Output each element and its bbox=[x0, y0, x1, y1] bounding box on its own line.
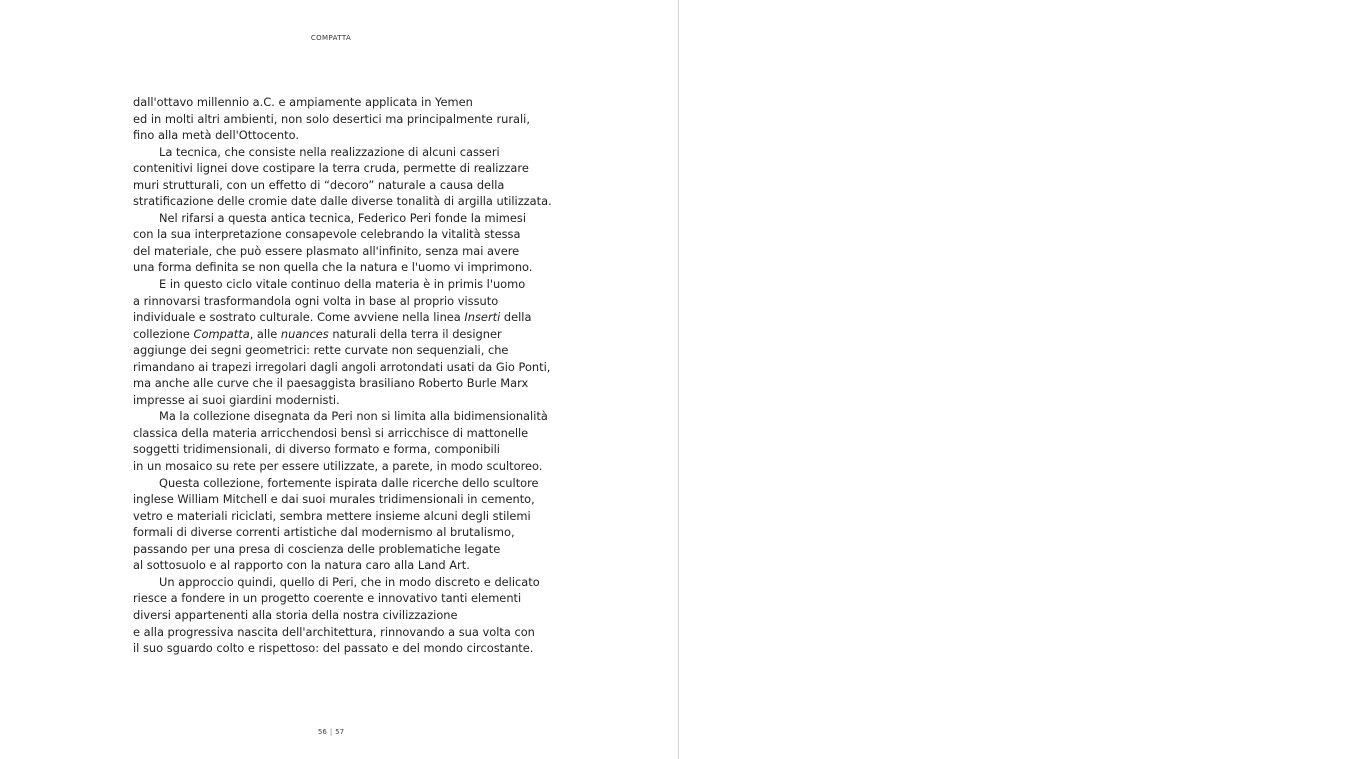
text-line bbox=[133, 127, 553, 144]
text-line bbox=[133, 508, 553, 525]
text-segment: riesce a fondere in un progetto coerente e innovativo tanti elementi bbox=[133, 591, 522, 606]
text-segment: stratificazione delle cromie date dalle diverse tonalità di argilla utilizzata. bbox=[133, 194, 552, 209]
text-line bbox=[133, 557, 553, 574]
text-line bbox=[133, 259, 553, 276]
text-segment: al sottosuolo e al rapporto con la natura caro alla Land Art. bbox=[133, 558, 470, 573]
italic-text-segment: nuances bbox=[280, 326, 329, 341]
text-segment: della bbox=[500, 310, 532, 325]
text-segment: soggetti tridimensionali, di diverso formato e forma, componibili bbox=[133, 442, 500, 457]
text-segment: ma anche alle curve che il paesaggista brasiliano Roberto Burle Marx bbox=[133, 376, 529, 391]
text-line bbox=[133, 458, 553, 475]
text-line bbox=[133, 144, 553, 161]
text-line bbox=[133, 177, 553, 194]
text-segment: Un approccio quindi, quello di Peri, che in modo discreto e delicato bbox=[159, 574, 540, 589]
text-line bbox=[133, 359, 553, 376]
text-segment: E in questo ciclo vitale continuo della materia è in primis l'uomo bbox=[159, 277, 526, 292]
text-line bbox=[133, 226, 553, 243]
text-segment: inglese William Mitchell e dai suoi murales tridimensionali in cemento, bbox=[133, 492, 535, 507]
body-text bbox=[133, 94, 553, 657]
text-line bbox=[133, 408, 553, 425]
text-segment: La tecnica, che consiste nella realizzazione di alcuni casseri bbox=[159, 144, 500, 159]
text-segment: fino alla metà dell'Ottocento. bbox=[133, 128, 299, 143]
text-segment: Questa collezione, fortemente ispirata dalle ricerche dello scultore bbox=[159, 475, 539, 490]
page-numbers bbox=[0, 728, 662, 736]
text-line bbox=[133, 590, 553, 607]
text-line bbox=[133, 160, 553, 177]
text-segment: ed in molti altri ambienti, non solo desertici ma principalmente rurali, bbox=[133, 111, 530, 126]
text-line bbox=[133, 210, 553, 227]
text-line bbox=[133, 624, 553, 641]
text-line bbox=[133, 491, 553, 508]
page-number-separator: | bbox=[329, 728, 333, 736]
text-segment: passando per una presa di coscienza delle problematiche legate bbox=[133, 541, 501, 556]
text-line bbox=[133, 243, 553, 260]
text-line bbox=[133, 574, 553, 591]
running-head: COMPATTA bbox=[310, 34, 352, 42]
text-segment: dall'ottavo millennio a.C. e ampiamente applicata in Yemen bbox=[133, 95, 473, 109]
text-line bbox=[133, 524, 553, 541]
text-line bbox=[133, 293, 553, 310]
text-segment: diversi appartenenti alla storia della nostra civilizzazione bbox=[133, 607, 458, 622]
text-segment: a rinnovarsi trasformandola ogni volta in base al proprio vissuto bbox=[133, 293, 499, 308]
text-line bbox=[133, 441, 553, 458]
text-line bbox=[133, 276, 553, 293]
page-number-right: 57 bbox=[335, 728, 345, 736]
text-segment: una forma definita se non quella che la natura e l'uomo vi imprimono. bbox=[133, 260, 533, 275]
text-line bbox=[133, 309, 553, 326]
text-segment: formali di diverse correnti artistiche dal modernismo al brutalismo, bbox=[133, 525, 515, 540]
text-segment: classica della materia arricchendosi bensì si arricchisce di mattonelle bbox=[133, 425, 529, 440]
text-line bbox=[133, 607, 553, 624]
text-segment: , alle bbox=[249, 326, 281, 341]
italic-text-segment: Inserti bbox=[464, 310, 501, 325]
text-segment: rimandano ai trapezi irregolari dagli angoli arrotondati usati da Gio Ponti, bbox=[133, 359, 551, 374]
text-line bbox=[133, 111, 553, 128]
text-line bbox=[133, 475, 553, 492]
text-segment: individuale e sostrato culturale. Come avviene nella linea bbox=[133, 310, 465, 325]
italic-text-segment: Compatta bbox=[193, 326, 250, 341]
text-segment: con la sua interpretazione consapevole celebrando la vitalità stessa bbox=[133, 227, 521, 242]
text-line bbox=[133, 392, 553, 409]
text-line bbox=[133, 342, 553, 359]
text-segment: aggiunge dei segni geometrici: rette curvate non sequenziali, che bbox=[133, 343, 509, 358]
text-segment: Nel rifarsi a questa antica tecnica, Federico Peri fonde la mimesi bbox=[159, 210, 527, 225]
text-segment: in un mosaico su rete per essere utilizzate, a parete, in modo scultoreo. bbox=[133, 459, 543, 474]
text-line bbox=[133, 375, 553, 392]
text-segment: muri strutturali, con un effetto di “decoro” naturale a causa della bbox=[133, 177, 505, 192]
text-line bbox=[133, 94, 553, 111]
text-line bbox=[133, 193, 553, 210]
text-line bbox=[133, 326, 553, 343]
text-segment: Ma la collezione disegnata da Peri non si limita alla bidimensionalità bbox=[159, 409, 548, 424]
text-segment: collezione bbox=[133, 326, 194, 341]
text-segment: del materiale, che può essere plasmato all'infinito, senza mai avere bbox=[133, 243, 520, 258]
text-line bbox=[133, 541, 553, 558]
text-segment: impresse ai suoi giardini modernisti. bbox=[133, 392, 340, 407]
text-line bbox=[133, 425, 553, 442]
text-line bbox=[133, 640, 553, 657]
text-segment: contenitivi lignei dove costipare la terra cruda, permette di realizzare bbox=[133, 161, 529, 176]
text-segment: il suo sguardo colto e rispettoso: del passato e del mondo circostante. bbox=[133, 641, 534, 656]
page-number-left: 56 bbox=[317, 728, 327, 736]
text-segment: vetro e materiali riciclati, sembra mettere insieme alcuni degli stilemi bbox=[133, 508, 531, 523]
text-segment: e alla progressiva nascita dell'architettura, rinnovando a sua volta con bbox=[133, 624, 535, 639]
right-page-blank bbox=[679, 0, 1356, 759]
text-segment: naturali della terra il designer bbox=[328, 326, 502, 341]
